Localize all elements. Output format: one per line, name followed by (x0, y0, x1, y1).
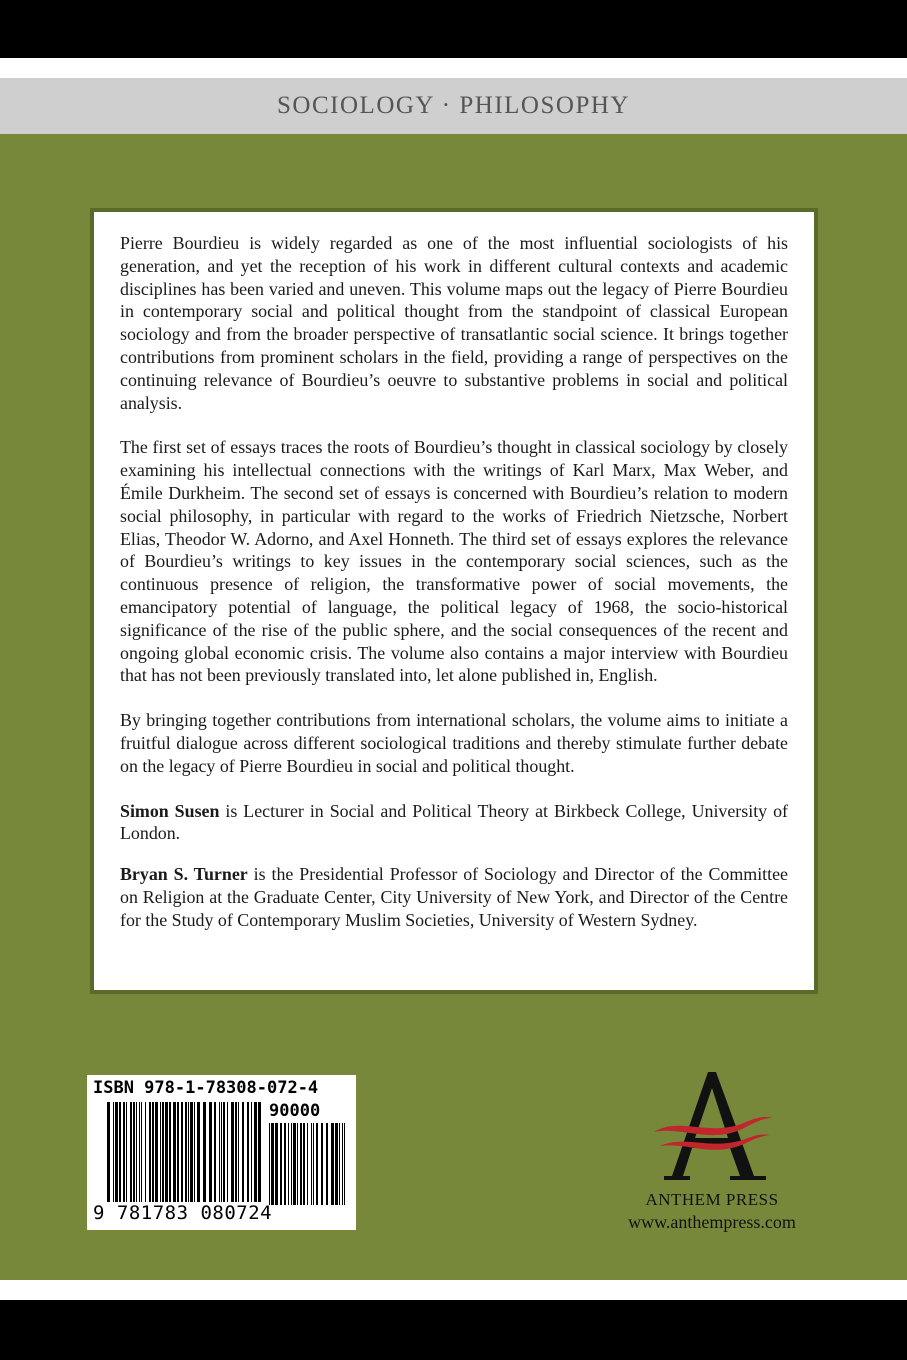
publisher-logo (600, 1072, 824, 1237)
description-paragraph-2: The first set of essays traces the roots of Bourdieu’s thought in classical sociology by closely examining his intellectual connections with the writings of Karl Marx, Max Weber, and Émile Durkheim. The second set of essays is concerned with Bourdieu’s relation to modern social philosophy, in particular with regard to the works of Friedrich Nietzsche, Norbert Elias, Theodor W. Adorno, and Axel Honneth. The third set of essays explores the relevance of Bourdieu’s writings to key issues in the contemporary social sciences, such as the continuous presence of religion, the transformative power of social movements, the emancipatory potential of language, the political legacy of 1968, the socio-historical significance of the rise of the public sphere, and the social consequences of the recent and ongoing global economic crisis. The volume also contains a major interview with Bourdieu that has not been previously translated into, let alone published in, English. (120, 437, 788, 686)
category-band (0, 78, 907, 134)
top-black-bar (0, 0, 907, 58)
description-paragraph-3: By bringing together contributions from international scholars, the volume aims to initiate a fruitful dialogue across different sociological traditions and thereby stimulate further debate on the legacy of Pierre Bourdieu in social and political thought. (120, 710, 788, 776)
barcode-bars (107, 1102, 263, 1202)
description-box (90, 208, 818, 994)
author-bio-2 (120, 863, 788, 931)
bottom-white-strip (0, 1280, 907, 1300)
author-bio-text-2: is the Presidential Professor of Sociology and Director of the Committee on Religion at the Graduate Center, City University of New York, and Director of the Centre for the Study of Contemporary Muslim Societies, University of Western Sydney. (120, 864, 788, 930)
anthem-a-logo-icon (650, 1072, 774, 1184)
barcode-addon-bars (269, 1123, 345, 1205)
author-bio-1 (120, 800, 788, 846)
isbn-barcode (87, 1075, 356, 1230)
barcode-addon-digits: 90000 (269, 1101, 321, 1121)
author-bio-text-1: is Lecturer in Social and Political Theory at Birkbeck College, University of London. (120, 800, 788, 844)
description-text (94, 212, 814, 990)
bottom-black-bar (0, 1300, 907, 1360)
description-paragraph-1: Pierre Bourdieu is widely regarded as one of the most influential sociologists of his generation, and yet the reception of his work in different cultural contexts and academic disciplines has been varied and uneven. This volume maps out the legacy of Pierre Bourdieu in contemporary social and political thought from the standpoint of classical European sociology and from the broader perspective of transatlantic social science. It brings together contributions from prominent scholars in the field, providing a range of perspectives on the continuing relevance of Bourdieu’s oeuvre to substantive problems in social and political analysis. (120, 233, 788, 413)
publisher-url[interactable]: www.anthempress.com (628, 1212, 796, 1232)
publisher-name: ANTHEM PRESS (645, 1190, 779, 1209)
author-name-1: Simon Susen (120, 800, 220, 821)
isbn-label: ISBN 978-1-78308-072-4 (93, 1078, 319, 1098)
barcode-ean-digits: 9 781783 080724 (93, 1202, 273, 1224)
author-name-2: Bryan S. Turner (120, 864, 248, 885)
category-label: SOCIOLOGY · PHILOSOPHY (277, 92, 630, 119)
top-white-strip (0, 58, 907, 78)
